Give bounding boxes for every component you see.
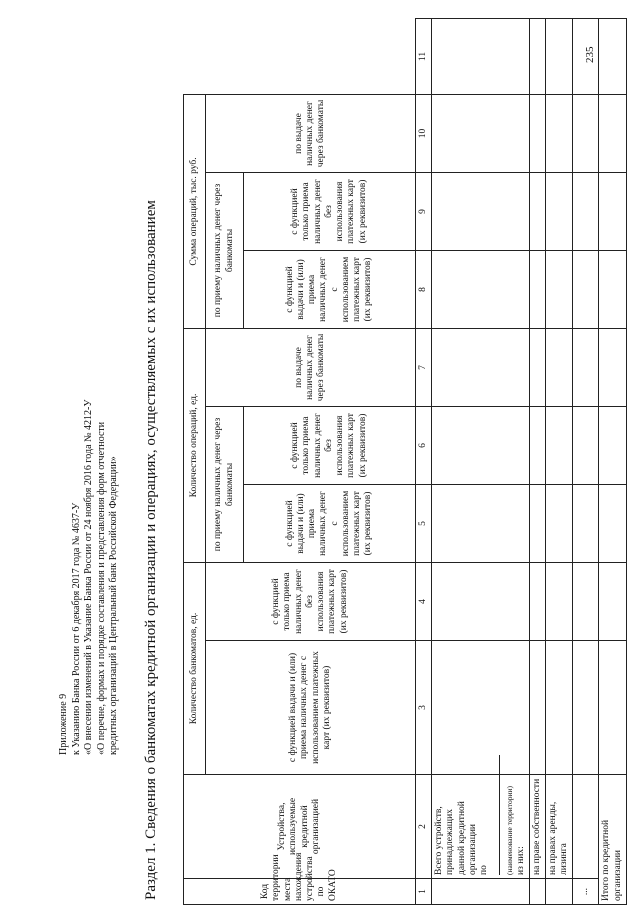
table-row (432, 18, 530, 904)
table-row (546, 18, 573, 904)
table-row (599, 18, 626, 904)
appendix-header (58, 55, 121, 755)
header-cash-in-sum: по приему наличных денег через банкоматы (206, 172, 244, 328)
territory-caption: (наименование территории) (505, 785, 515, 875)
colnum-5: 5 (416, 485, 432, 563)
header-col7: по выдаче наличных денег через банкоматы (206, 328, 416, 406)
header-operations-count: Количество операций, ед. (184, 328, 206, 562)
column-numbers-row (416, 18, 432, 904)
colnum-11: 11 (416, 18, 432, 94)
appendix-line-1: к Указанию Банка России от 6 декабря 2017 года № 4637-У (70, 502, 82, 755)
appendix-line-2: «О внесении изменений в Указание Банка России от 24 ноября 2016 года № 4212-У (83, 399, 95, 755)
section-title: Раздел 1. Сведения о банкоматах кредитной организации и операциях, осуществляемых с их использованием (143, 200, 159, 900)
table-row (573, 18, 599, 904)
header-col10: по выдаче наличных денег через банкоматы (206, 94, 416, 172)
header-col4: с функцией только приема наличных денег без использования платежных карт (их реквизитов) (206, 563, 416, 641)
row-total-devices: Всего устройств, принадлежащих данной кредитной организации по (наименование территории) из них: (432, 775, 530, 879)
colnum-3: 3 (416, 641, 432, 775)
colnum-6: 6 (416, 407, 432, 485)
appendix-number: Приложение 9 (58, 693, 69, 755)
colnum-9: 9 (416, 172, 432, 250)
header-col9: с функцией только приема наличных денег без использования платежных карт (их реквизитов) (244, 172, 416, 250)
table-row (529, 18, 545, 904)
header-col3: с функцией выдачи и (или) приема наличных денег с использованием платежных карт (их реквизитов) (206, 641, 416, 775)
colnum-7: 7 (416, 328, 432, 406)
report-table (183, 18, 627, 905)
colnum-10: 10 (416, 94, 432, 172)
row-total-org: Итого по кредитной организации (599, 775, 626, 905)
header-devices: Устройства, используемые кредитной организацией (184, 775, 416, 879)
page-number: 235 (584, 46, 596, 63)
header-col5: с функцией выдачи и (или) приема наличных денег с использованием платежных карт (их реквизитов) (244, 485, 416, 563)
header-col6: с функцией только приема наличных денег без использования платежных карт (их реквизитов) (244, 407, 416, 485)
colnum-8: 8 (416, 250, 432, 328)
header-operations-sum: Сумма операций, тыс. руб. (184, 94, 206, 328)
colnum-2: 2 (416, 775, 432, 879)
header-atm-count: Количество банкоматов, ед. (184, 563, 206, 775)
row-leased: на правах аренды, лизинга (546, 775, 573, 879)
row-owned: на праве собственности (529, 775, 545, 879)
header-cash-in-count: по приему наличных денег через банкоматы (206, 407, 244, 563)
ellipsis-cell: ... (573, 879, 599, 905)
colnum-4: 4 (416, 563, 432, 641)
header-okato-code: Код территории места нахождения устройства по ОКАТО (184, 879, 416, 905)
header-col8: с функцией выдачи и (или) приема наличных денег с использованием платежных карт (их реквизитов) (244, 250, 416, 328)
appendix-line-4: кредитных организаций в Центральный банк Российской Федерации» (108, 456, 120, 755)
colnum-1: 1 (416, 879, 432, 905)
appendix-line-3: «О перечне, формах и порядке составления и представления форм отчетности (95, 421, 107, 755)
